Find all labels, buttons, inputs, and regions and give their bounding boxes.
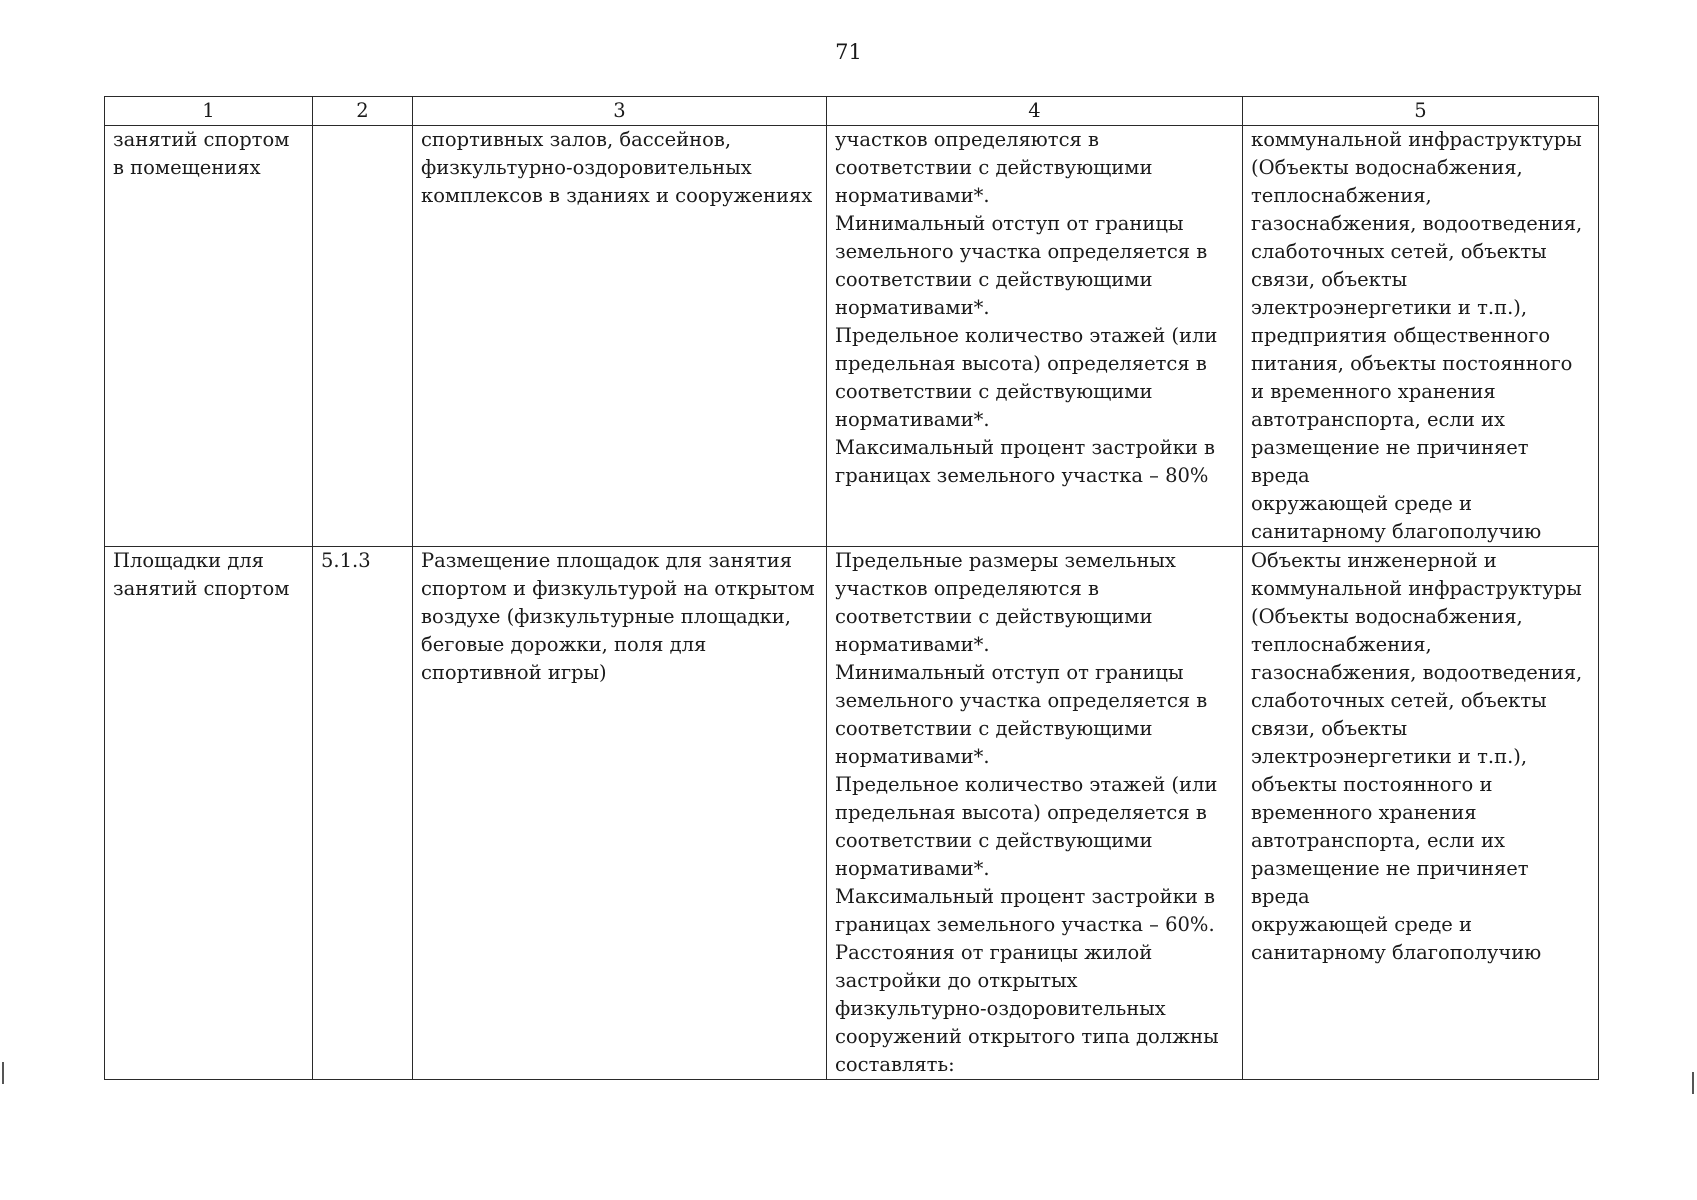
column-header-3: 3 [413, 97, 827, 126]
cell-text: спортивных залов, бассейнов, физкультурно-оздоровительных комплексов в зданиях и сооружениях [421, 128, 813, 207]
cell-auxiliary-uses [1243, 126, 1599, 547]
cell-text: Площадки для занятий спортом [113, 549, 290, 600]
column-header-2: 2 [313, 97, 413, 126]
scan-edge-mark [2, 1062, 4, 1084]
cell-description [413, 126, 827, 547]
cell-text: занятий спортом в помещениях [113, 128, 290, 179]
cell-text: 5.1.3 [321, 549, 371, 572]
table-row [105, 547, 1599, 1080]
cell-text: коммунальной инфраструктуры (Объекты водоснабжения, теплоснабжения, газоснабжения, водоотведения, слаботочных сетей, объекты связи, объекты электроэнергетики и т.п.), предприятия общественного питания, объекты постоянного и временного хранения автотранспорта, если их размещение не причиняет вреда окружающей среде и санитарному благополучию [1251, 128, 1583, 543]
header-row [105, 97, 1599, 126]
regulations-table [104, 96, 1599, 1080]
column-header-1: 1 [105, 97, 313, 126]
page-number: 71 [835, 40, 862, 64]
cell-text: участков определяются в соответствии с действующими нормативами*. Минимальный отступ от границы земельного участка определяется в соответствии с действующими нормативами*. Предельное количество этажей (или предельная высота) определяется в соответствии с действующими нормативами*. Максимальный процент застройки в границах земельного участка – 80% [835, 128, 1218, 487]
cell-code [313, 547, 413, 1080]
table-row [105, 126, 1599, 547]
cell-text: Предельные размеры земельных участков определяются в соответствии с действующими нормативами*. Минимальный отступ от границы земельного участка определяется в соответствии с действующими нормативами*. Предельное количество этажей (или предельная высота) определяется в соответствии с действующими нормативами*. Максимальный процент застройки в границах земельного участка – 60%. Расстояния от границы жилой застройки до открытых физкультурно-оздоровительных сооружений открытого типа должны составлять: [835, 549, 1219, 1076]
scan-edge-mark [1692, 1072, 1694, 1094]
cell-use-name [105, 126, 313, 547]
column-header-4: 4 [827, 97, 1243, 126]
cell-code [313, 126, 413, 547]
column-header-5: 5 [1243, 97, 1599, 126]
cell-description [413, 547, 827, 1080]
cell-text: Объекты инженерной и коммунальной инфраструктуры (Объекты водоснабжения, теплоснабжения, газоснабжения, водоотведения, слаботочных сетей, объекты связи, объекты электроэнергетики и т.п.), объекты постоянного и временного хранения автотранспорта, если их размещение не причиняет вреда окружающей среде и санитарному благополучию [1251, 549, 1583, 964]
cell-use-name [105, 547, 313, 1080]
cell-parameters [827, 126, 1243, 547]
cell-auxiliary-uses [1243, 547, 1599, 1080]
cell-text: Размещение площадок для занятия спортом и физкультурой на открытом воздухе (физкультурные площадки, беговые дорожки, поля для спортивной игры) [421, 549, 815, 684]
cell-parameters [827, 547, 1243, 1080]
